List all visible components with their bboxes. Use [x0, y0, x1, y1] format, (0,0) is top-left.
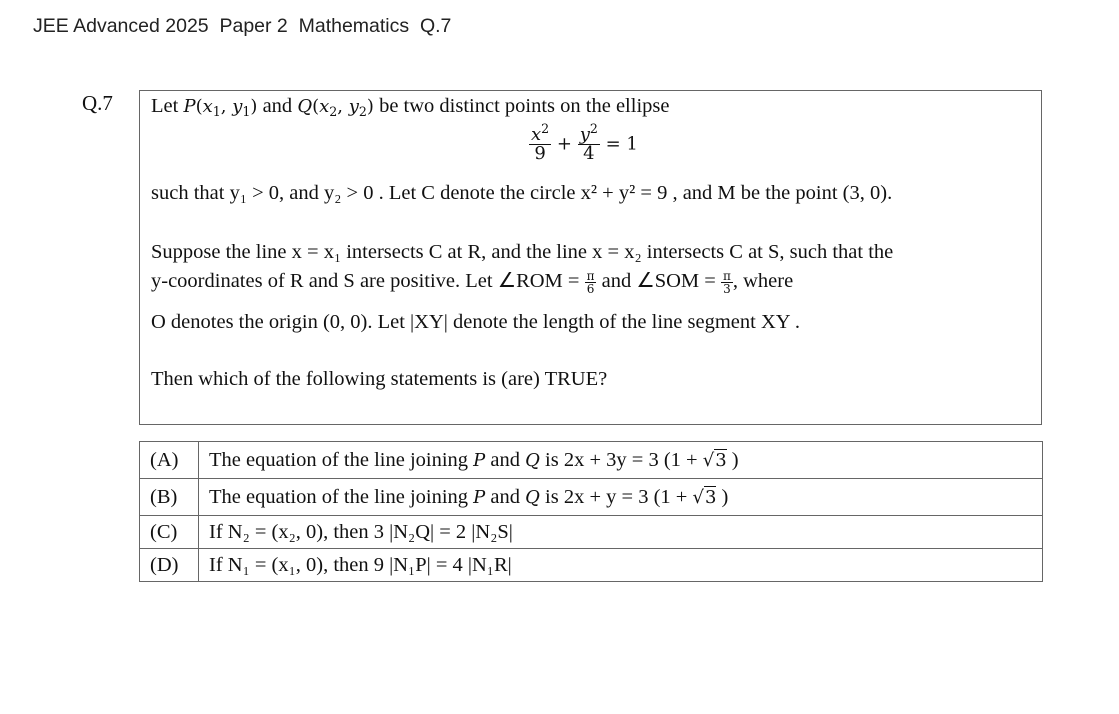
question-line-4: y-coordinates of R and S are positive. Let ∠ROM = $\frac{\pi}{6}$ and ∠SOM = $\frac{\pi}{3}$ , where — [151, 268, 794, 296]
option-text: If N₁ = (x₁, 0), then 9 |N₁P| = 4 |N₁R| — [199, 549, 1043, 582]
option-label: (C) — [140, 516, 199, 549]
option-label: (D) — [140, 549, 199, 582]
options-table — [139, 441, 1043, 582]
option-text: If N₂ = (x₂, 0), then 3 |N₂Q| = 2 |N₂S| — [199, 516, 1043, 549]
question-line-2: such that y₁ > 0, and y₂ > 0 . Let C denote the circle x² + y² = 9 , and M be the point (3, 0). — [151, 182, 893, 204]
option-label: (A) — [140, 442, 199, 479]
option-row-a — [140, 442, 1043, 479]
option-text: The equation of the line joining P and Q is 2x + 3y = 3 (1 + √3 ) — [199, 442, 1043, 479]
option-label: (B) — [140, 479, 199, 516]
question-line-1: Let $P(x_1$, $y_1$) and $Q(x_2$, $y_2$) be two distinct points on the ellipse — [151, 95, 670, 119]
question-line-3: Suppose the line x = x₁ intersects C at R, and the line x = x₂ intersects C at S, such that the — [151, 241, 894, 263]
page-header: JEE Advanced 2025 Paper 2 Mathematics Q.7 — [33, 15, 452, 37]
question-number: Q.7 — [82, 91, 113, 115]
option-row-d — [140, 549, 1043, 582]
question-line-5: O denotes the origin (0, 0). Let |XY| denote the length of the line segment XY . — [151, 311, 801, 333]
question-line-6: Then which of the following statements is (are) TRUE? — [151, 368, 608, 390]
option-row-b — [140, 479, 1043, 516]
option-text: The equation of the line joining P and Q is 2x + y = 3 (1 + √3 ) — [199, 479, 1043, 516]
option-row-c — [140, 516, 1043, 549]
ellipse-equation: $\frac{x^2}{9}$ + $\frac{y^2}{4}$ = 1 — [531, 121, 638, 164]
